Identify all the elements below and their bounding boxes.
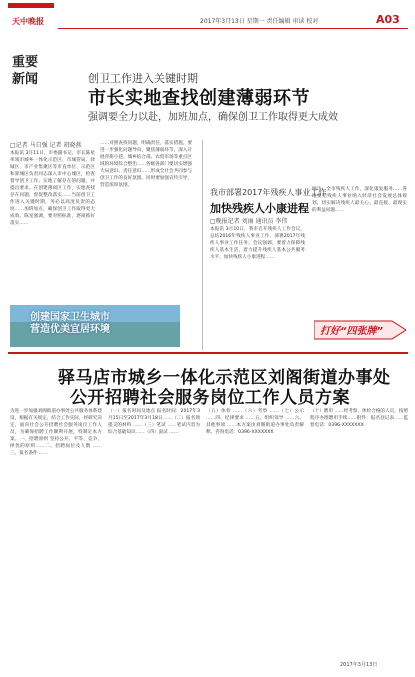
article3-body-col2: （一）报名时间及地点 报名时间：2017年3月15日至2017年3月18日……（二）报名须提交的材料 ……（三）笔试 ……笔试内容为综合基础知识……（四）面试 ……: [108, 409, 200, 435]
article1-subtitle: 创卫工作进入关键时期: [88, 72, 198, 85]
header-divider: [58, 28, 408, 29]
article2-title: 加快残疾人小康进程: [210, 202, 309, 215]
section-kicker-line2: 新闻: [12, 72, 39, 87]
article3-body-col3: （五）体检 ……（六）考察 ……（七）公示 ……四、纪律要求 ……五、组织领导 ……六、其他事项 ……本方案由刘阁街道办事处负责解释。咨询电话：0396-XXXXXXX: [206, 409, 304, 435]
logo-graphic: [10, 4, 52, 48]
column-divider: [202, 140, 203, 350]
header-date-info: 2017年3月13日 星期一 责任编辑 审读 校对: [200, 18, 319, 25]
article1-body-col1: 本报讯 3月11日，市委副书记、市长陈星率领市城乡一体化示范区、市城管局、驿城区、市产业集聚区等市直单位、示范区和驿城区负责同志深入市中心城区，检查督导创卫工作。实地了解存在的问题，并提出要求。在创建薄弱区工作，实地查找存在问题，督促整改落实……当前创卫工作进入关键时期，务必以高度负责的态度……加班加点，确保创卫工作取得更大成效。陈星强调，要对照标准，逐项抓好落实……: [10, 151, 95, 226]
banner-line2: 营造优美宜居环境: [30, 324, 110, 335]
banner-photo-text: [30, 312, 110, 336]
article1-title: 市长实地查找创建薄弱环节: [88, 88, 310, 109]
article3-title-line2: 公开招聘社会服务岗位工作人员方案: [70, 388, 350, 408]
banner-line1: 创建国家卫生城市: [30, 312, 110, 323]
article2-body2: 统计：全市残疾人工作，深化康复服务……各地要把残疾人事业纳入经济社会发展总体规划，切实解决残疾人最关心、最直接、最现实的利益问题……: [312, 187, 407, 213]
section-divider: [8, 352, 408, 354]
article1-body-col2: ……对照查找问题，明确责任，落实措施。要进一步强化问题导向，聚焦薄弱环节，深入开展背街小巷、城乡结合部、农贸市场等重点区域的环境综合整治……各级各部门要切实增强大局意识、责任意识……形成全社会共同参与创卫工作的良好氛围。同时要加强宣传引导，营造浓厚氛围。: [100, 141, 192, 188]
svg-text:天中晚报: 天中晚报: [12, 17, 44, 26]
page-code: A03: [376, 13, 400, 26]
newspaper-logo: [10, 4, 52, 50]
promo-text: 打好“四张牌”: [320, 326, 383, 337]
article1-byline: □记者 马自强 记者 胡晓燕: [10, 142, 82, 149]
article3-body-col1: 为进一步加强刘阁街道办事处公共服务体系建设，根据有关规定，结合工作实际，经研究决定，面向社会公开招聘社会服务岗位工作人员，为确保招聘工作顺利开展，特制定本方案。一、招聘原则 坚持公开、平等、竞争、择优的原则……二、招聘岗位及人数 ……三、报名条件 ……: [10, 409, 102, 456]
article2-kicker: 我市部署2017年残疾人事业工作: [210, 188, 327, 197]
footer-date: 2017年3月13日: [340, 662, 378, 668]
section-kicker-line1: 重要: [12, 55, 39, 70]
section-kicker: [12, 54, 52, 88]
article1-deck: 强调要全力以赴，加班加点，确保创卫工作取得更大成效: [88, 112, 338, 123]
article2-byline: □晚报记者 刘丽 通讯员 李伟: [210, 218, 288, 225]
article3-body-col4: （十）聘用 ……经考察、体检合格的人员，按照程序办理聘用手续……附件：报名登记表……监督电话：0396-XXXXXXX: [310, 409, 408, 428]
article2-body: 本报讯 3月10日，我市召开残疾人工作会议，总结2016年残疾人事业工作，部署2017年残疾人事业工作任务。会议强调，要着力保障残疾人基本生活，着力提升残疾人基本公共服务水平，加快残疾人小康进程……: [210, 227, 305, 260]
article3-title-line1: 驿马店市城乡一体化示范区刘阁街道办事处: [58, 368, 391, 388]
